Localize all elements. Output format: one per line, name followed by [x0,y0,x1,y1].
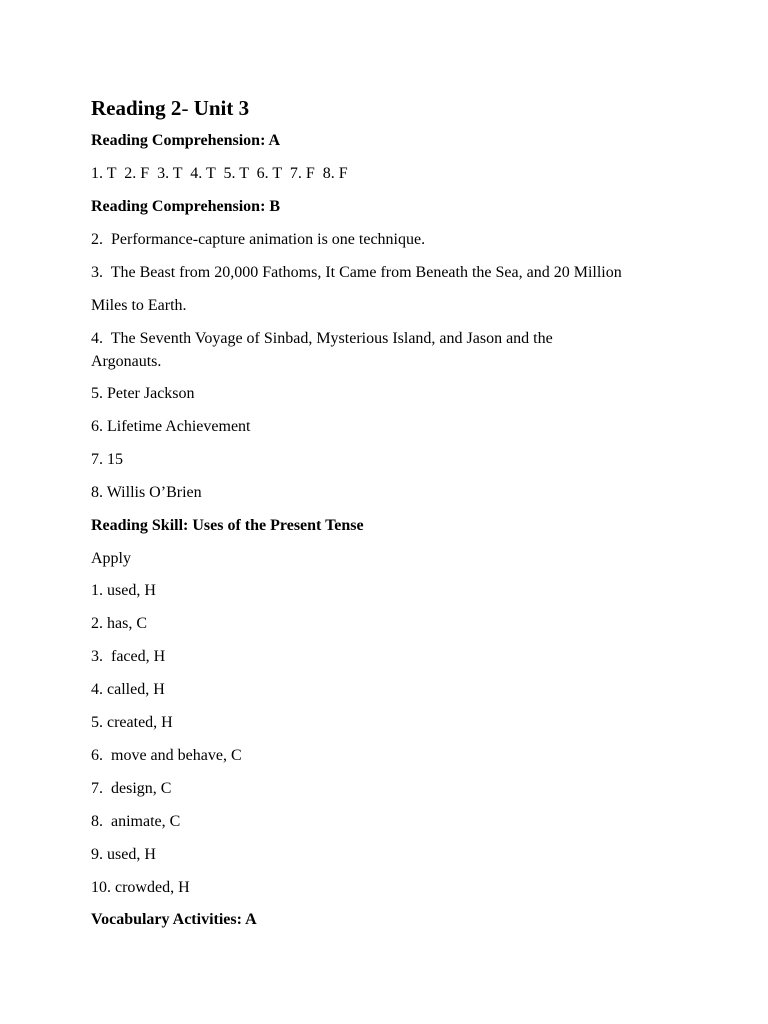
rc-b-item-4: 4. The Seventh Voyage of Sinbad, Mysterious Island, and Jason and the [91,330,553,347]
rc-a-heading: Reading Comprehension: A [91,132,281,149]
rc-b-item-7: 7. 15 [91,451,123,468]
document-page [91,92,711,930]
skill-item-5: 5. created, H [91,714,173,731]
rc-b-item-3: 3. The Beast from 20,000 Fathoms, It Came from Beneath the Sea, and 20 Million [91,264,622,281]
skill-subheading: Apply [91,550,131,567]
rc-a-answers: 1. T 2. F 3. T 4. T 5. T 6. T 7. F 8. F [91,165,348,182]
rc-b-item-3-cont: Miles to Earth. [91,297,187,314]
page-title [91,92,711,125]
title-dash: - [181,96,194,120]
vocab-heading: Vocabulary Activities: A [91,911,257,928]
title-part1: Reading 2 [91,96,182,120]
skill-item-10: 10. crowded, H [91,879,190,896]
skill-item-7: 7. design, C [91,780,172,797]
skill-item-2: 2. has, C [91,615,147,632]
skill-item-9: 9. used, H [91,846,156,863]
rc-b-item-8: 8. Willis O’Brien [91,484,202,501]
skill-item-1: 1. used, H [91,582,156,599]
skill-heading: Reading Skill: Uses of the Present Tense [91,517,364,534]
skill-item-3: 3. faced, H [91,648,166,665]
skill-item-6: 6. move and behave, C [91,747,242,764]
rc-b-item-5: 5. Peter Jackson [91,385,195,402]
skill-item-8: 8. animate, C [91,813,181,830]
rc-b-item-6: 6. Lifetime Achievement [91,418,251,435]
rc-b-item-4-cont: Argonauts. [91,353,162,370]
rc-b-heading: Reading Comprehension: B [91,198,281,215]
skill-item-4: 4. called, H [91,681,165,698]
rc-b-item-2: 2. Performance-capture animation is one technique. [91,231,426,248]
title-part2: Unit 3 [193,96,250,120]
